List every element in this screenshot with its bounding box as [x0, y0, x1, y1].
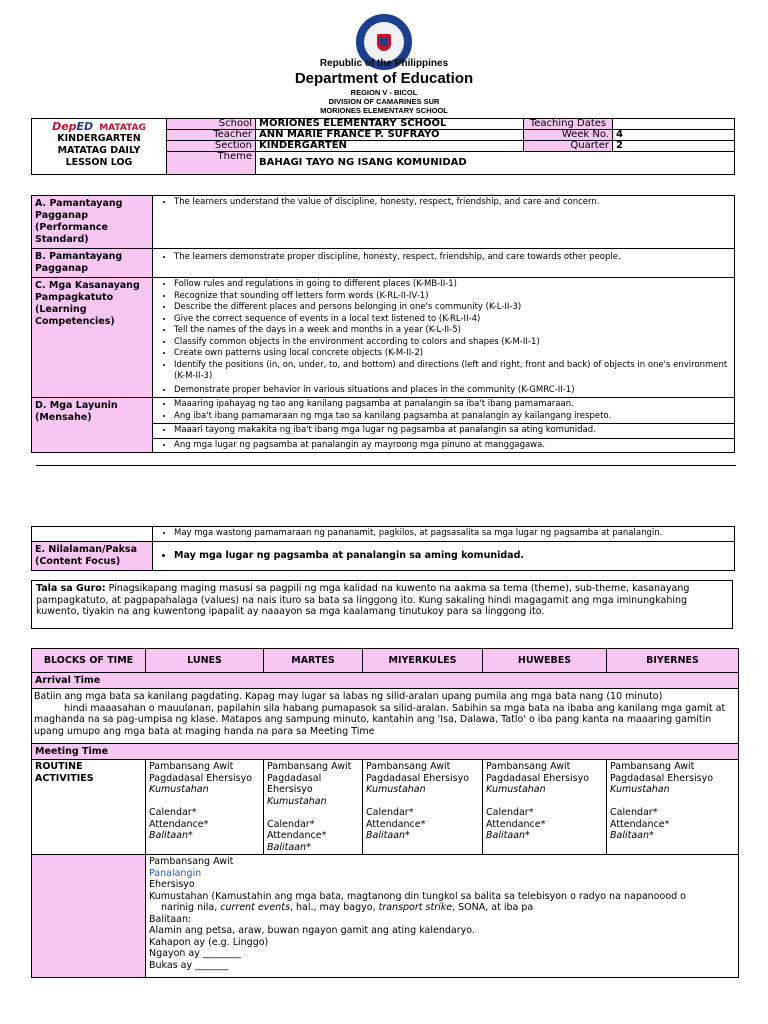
teacher-note-text: Pinagsikapang maging masusi sa pagpili ng mga kalidad na kuwento na aakma sa tema (theme), sub-theme, kasanayang pampagkatuto, at pagpapahalaga (values) na nais ituro sa bata sa linggong ito. Kung sakaling hindi magagamit ang mga iminungkahing kuwento, tiyakin na ang kuwentong ipapalit ay naaayon sa mga kaalamang tinutukoy para sa linggong ito.: [36, 583, 690, 617]
list-item: • Demonstrate proper behavior in various situations and places in the community (K-GMRC-II-1): [174, 385, 733, 397]
detail-line: Panalangin: [149, 867, 202, 879]
routine-line: Pagdadasal Ehersisyo: [366, 772, 470, 784]
standards-table: [31, 195, 735, 453]
routine-line: Balitaan*: [267, 841, 311, 853]
deped-logo: [52, 120, 93, 133]
detail-text: narinig nila,: [161, 902, 221, 913]
lesson-log-title: [35, 133, 163, 169]
detail-line: [149, 902, 735, 914]
list-item: • Maaari tayong makakita ng iba't ibang mga lugar ng pagsamba at panalangin sa ating komunidad.: [174, 425, 733, 437]
routine-biyernes: [607, 760, 739, 855]
list-item: • Give the correct sequence of events in a local text listened to (K-RL-II-4): [174, 314, 733, 326]
routine-line: Attendance*: [610, 818, 670, 830]
school-line: MORIONES ELEMENTARY SCHOOL: [320, 106, 448, 115]
list-item: • The learners understand the value of discipline, honesty, respect, friendship, and care and concern.: [174, 197, 733, 209]
meeting-time-label: Meeting Time: [32, 744, 739, 760]
routine-line: Pambansang Awit: [366, 761, 451, 772]
division-line: DIVISION OF CAMARINES SUR: [328, 97, 440, 106]
day-biyernes: BIYERNES: [607, 649, 739, 673]
detail-text: , SONA, at iba pa: [452, 902, 534, 913]
list-item: • Recognize that sounding off letters form words (K-RL-II-IV-1): [174, 291, 733, 303]
detail-line: Alamin ang petsa, araw, buwan ngayon gamit ang ating kalendaryo.: [149, 925, 475, 936]
routine-line: Attendance*: [486, 818, 546, 830]
routine-line: Pambansang Awit: [486, 761, 571, 772]
routine-line: Calendar*: [610, 807, 658, 818]
list-item: • Ang mga lugar ng pagsamba at panalangin ay mayroong mga pinuno at manggagawa.: [174, 440, 733, 452]
routine-line: Calendar*: [486, 807, 534, 818]
routine-line: Pambansang Awit: [610, 761, 695, 772]
list-item: • Maaaring ipahayag ng tao ang kanilang pagsamba at panalangin sa iba't ibang pamamaraan.: [174, 399, 733, 411]
region-line: REGION V - BICOL: [350, 88, 418, 97]
lesson-info-table: [31, 118, 735, 175]
deped-logo-part-b: ED: [76, 120, 94, 133]
section-value: KINDERGARTEN: [256, 141, 524, 152]
routine-line: Kumustahan: [149, 784, 209, 795]
routine-detail-label-cell: [32, 855, 146, 978]
routine-line: Pambansang Awit: [267, 761, 352, 772]
blocks-header: BLOCKS OF TIME: [32, 649, 146, 673]
routine-line: Kumustahan: [267, 795, 327, 807]
detail-line: Pambansang Awit: [149, 856, 234, 867]
detail-line: Ehersisyo: [149, 879, 195, 890]
list-item: • May mga wastong pamamaraan ng pananamit, pagkilos, at pagsasalita sa mga lugar ng pagsamba at panalangin.: [174, 528, 733, 540]
routine-line: Attendance*: [267, 830, 327, 841]
section-d-label: D. Mga Layunin (Mensahe): [32, 398, 153, 453]
school-label: School: [167, 119, 256, 130]
routine-activities-label: ROUTINE ACTIVITIES: [32, 760, 146, 855]
routine-line: Kumustahan: [486, 784, 546, 795]
week-label: Week No.: [524, 130, 613, 141]
teacher-note: [31, 580, 733, 629]
arrival-text-body: hindi maaasahan o mauulanan, papilahin sila habang pumapasok sa silid-aralan. Sabihin sa mga bata na ibaba ang kanilang mga gamit at maghanda na sa pag-umpisa ng klase. Matapos ang sampung minuto, kantahin ang 'Isa, Dalawa, Tatlo' o iba pang kanta na maaaring gamitin upang umupo ang mga bata at maging handa na para sa Meeting Time: [34, 702, 726, 737]
routine-line: Pagdadasal Ehersisyo: [486, 772, 590, 784]
detail-line: Kahapon ay (e.g. Linggo): [149, 936, 269, 948]
title-line-3: LESSON LOG: [65, 157, 133, 168]
teacher-label: Teacher: [167, 130, 256, 141]
deped-logo-part-a: Dep: [52, 120, 77, 133]
routine-line: Kumustahan: [610, 784, 670, 795]
routine-line: Balitaan*: [366, 830, 410, 841]
region-heading: [0, 88, 768, 115]
routine-line: Pagdadasal Ehersisyo: [610, 772, 714, 784]
section-e-content: [153, 541, 735, 570]
content-focus-table: [31, 526, 735, 571]
section-d-extra: [153, 527, 735, 542]
day-huwebes: HUWEBES: [483, 649, 607, 673]
matatag-logo: MATATAG: [99, 123, 146, 133]
routine-huwebes: [483, 760, 607, 855]
routine-line: Balitaan*: [149, 830, 193, 841]
detail-line: Ngayon ay ________: [149, 948, 241, 959]
empty-label-cell: [32, 527, 153, 542]
section-c-label: C. Mga Kasanayang Pampagkatuto (Learning Competencies): [32, 278, 153, 398]
routine-line: Attendance*: [149, 818, 209, 830]
page-divider: [36, 465, 736, 466]
list-item: • Tell the names of the days in a week and months in a year (K-L-II-5): [174, 325, 733, 337]
theme-value: BAHAGI TAYO NG ISANG KOMUNIDAD: [256, 152, 735, 175]
school-value: MORIONES ELEMENTARY SCHOOL: [256, 119, 524, 130]
list-item: • Describe the different places and persons belonging in one's community (K-L-II-3): [174, 302, 733, 314]
title-line-2: MATATAG DAILY: [57, 145, 141, 156]
section-d-item: [153, 438, 735, 453]
routine-line: Ehersisyo: [267, 784, 313, 795]
blocks-of-time-table: [31, 648, 739, 978]
quarter-label: Quarter: [524, 141, 613, 152]
deped-matatag-logo-cell: [32, 119, 167, 175]
teaching-dates-label: Teaching Dates: [524, 119, 613, 130]
section-b-label: B. Pamantayang Pagganap: [32, 249, 153, 278]
section-b-content: [153, 249, 735, 278]
routine-line: Kumustahan: [366, 784, 426, 795]
routine-line: Calendar*: [149, 807, 197, 818]
department-heading: Department of Education: [294, 70, 474, 87]
quarter-value: 2: [613, 141, 735, 152]
routine-miyerkules: [363, 760, 483, 855]
routine-line: Attendance*: [366, 818, 426, 830]
list-item: • May mga lugar ng pagsamba at panalangin sa aming komunidad.: [174, 550, 733, 562]
detail-text: , hal., may bagyo,: [289, 902, 379, 913]
week-value: 4: [613, 130, 735, 141]
list-item: • Ang iba't ibang pamamaraan ng mga tao sa kanilang pagsamba at panalangin ay kailangang irespeto.: [174, 411, 733, 423]
section-d-item: [153, 424, 735, 439]
routine-line: Pagdadasal: [267, 772, 322, 784]
routine-martes: [264, 760, 363, 855]
routine-line: Balitaan*: [486, 830, 530, 841]
section-a-label: A. Pamantayang Pagganap (Performance Standard): [32, 196, 153, 249]
section-a-content: [153, 196, 735, 249]
section-e-label: E. Nilalaman/Paksa (Content Focus): [32, 541, 153, 570]
section-c-content: [153, 278, 735, 398]
list-item: • Follow rules and regulations in going to different places (K-MB-II-1): [174, 279, 733, 291]
detail-text: current events: [220, 902, 290, 913]
routine-line: Calendar*: [366, 807, 414, 818]
routine-detail: [146, 855, 739, 978]
blocks-header-row: [32, 649, 739, 673]
detail-line: Kumustahan (Kamustahin ang mga bata, magtanong din tungkol sa balita sa telebisyon o radyo na napanoood o: [149, 890, 686, 902]
deped-matatag-logo: [35, 122, 163, 133]
day-lunes: LUNES: [146, 649, 264, 673]
list-item: • Classify common objects in the environment according to colors and shapes (K-M-II-1): [174, 337, 733, 349]
arrival-time-text: [32, 689, 739, 744]
routine-line: Pambansang Awit: [149, 761, 234, 772]
section-label: Section: [167, 141, 256, 152]
teacher-note-label: Tala sa Guro:: [36, 583, 106, 594]
routine-line: Balitaan*: [610, 830, 654, 841]
day-martes: MARTES: [264, 649, 363, 673]
republic-heading: Republic of the Philippines: [319, 58, 449, 69]
routine-line: Calendar*: [267, 818, 315, 830]
routine-lunes: [146, 760, 264, 855]
section-d-item: [153, 398, 735, 424]
teacher-value: ANN MARIE FRANCE P. SUFRAYO: [256, 130, 524, 141]
list-item: • The learners demonstrate proper discipline, honesty, respect, friendship, and care towards other people.: [174, 252, 733, 264]
routine-line: Pagdadasal Ehersisyo: [149, 772, 253, 784]
detail-line: Balitaan:: [149, 913, 192, 925]
list-item: • Create own patterns using local concrete objects (K-M-II-2): [174, 348, 733, 360]
list-item: • Identify the positions (in, on, under, to, and bottom) and directions (left and right, front and back) of objects in one's environment (K-M-II-3): [174, 360, 733, 383]
detail-line: Bukas ay _______: [149, 959, 229, 971]
arrival-text-line: Batiin ang mga bata sa kanilang pagdating. Kapag may lugar sa labas ng silid-aralan upang pumila ang mga bata nang (10 minuto): [34, 691, 663, 702]
arrival-time-label: Arrival Time: [32, 673, 739, 689]
teaching-dates-value: [613, 119, 735, 130]
theme-label: Theme: [167, 152, 256, 175]
day-miyerkules: MIYERKULES: [363, 649, 483, 673]
detail-text: transport strike: [378, 902, 453, 913]
title-line-1: KINDERGARTEN: [57, 133, 141, 144]
